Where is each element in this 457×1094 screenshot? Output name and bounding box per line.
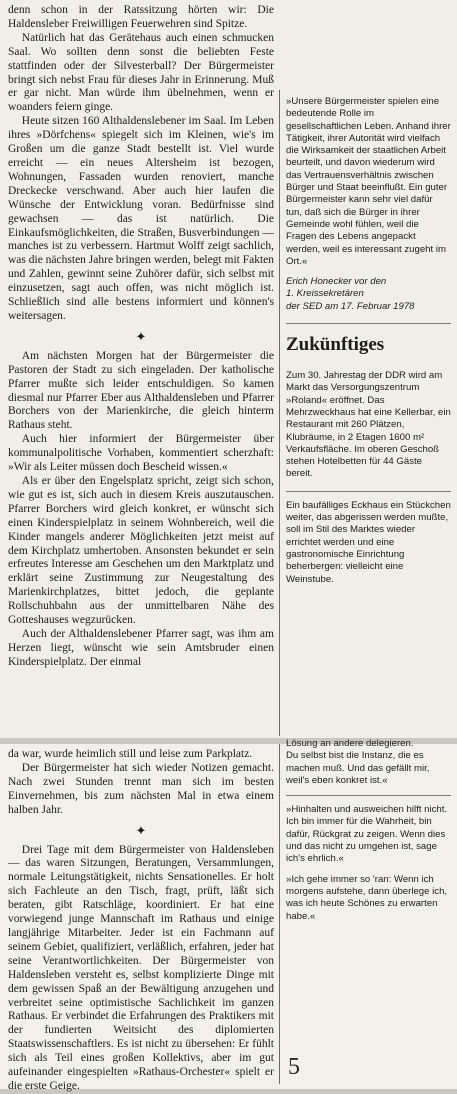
top-right-column [286,96,451,596]
honecker-quote [286,96,451,268]
paragraph: Auch der Althaldenslebener Pfarrer sagt, was ihm am Herzen liegt, wünscht wie sein Amtsbruder einen Kinderspielplatz. Der einmal [8,627,274,668]
quote-text: »Hinhalten und ausweichen hilft nicht. Ich bin immer für die Wahrheit, bin dafür, Rückgrat zu zeigen. Wenn dies und das nicht zu umgehen ist, sage ich's ehrlich.« [286,804,448,865]
page-number: 5 [288,1054,300,1080]
paragraph: Drei Tage mit dem Bürgermeister von Haldensleben — das waren Sitzungen, Beratungen, Versammlungen, normale Leitungstätigkeit, nichts Sensationelles. Er holt sich Fachleute an den Tisch, fragt, prüft, läßt sich beraten, gibt Ratschläge, koordiniert. Er hat eine vorwiegend junge Mannschaft im Rathaus und einige langjährige Mitarbeiter. Jeder ist ein Fachmann auf seinem Gebiet, qualifiziert, verläßlich, erfahren, jeder hat seine Verantwortlichkeiten. Der Bürgermeister von Haldensleben versteht es, selbst komplizierte Dinge mit dem gewissen Spaß an der Bewältigung anzugehen und verbreitet seine optimistische Sachlichkeit im ganzen Rathaus. Er verbindet die Erfahrungen des Praktikers mit der fundierten Weitsicht des diplomierten Staatswissenschaftlers. Es ist nicht zu übersehen: Er fühlt sich als Teil eines großen Kollektivs, aber im gut aufeinander eingespielten »Rathaus-Orchester« spielt er die erste Geige. [8,843,274,1092]
future-paragraph: Ein baufälliges Eckhaus ein Stückchen weiter, das abgerissen werden mußte, soll im Stil des Marktes wieder errichtet werden und eine gastronomische Einrichtung beherbergen: vielleicht eine Weinstube. [286,499,451,585]
quote-text: Du selbst bist die Instanz, die es machen muß. Und das gefällt mir, weil's eben konkret ist.« [286,750,430,786]
quote-group [286,738,451,923]
column-divider [279,744,280,1084]
paragraph: Als er über den Engelsplatz spricht, zeigt sich schon, wie gut es ist, sich auch in diesem Kreis auszutauschen. Pfarrer Borchers wird gleich konkret, er wünscht sich einen Kinderspielplatz in seinem Wohnbereich, weil die Kinder mangels anderer Möglichkeiten jetzt meist auf dem Kirchplatz umhertoben. Ansonsten bekundet er sein erfreutes Interesse am Geschehen um den Marktplatz und erklärt seine Zustimmung zur Neugestaltung des Marienkirchplatzes, bittet jedoch, die geplante Rollschuhbahn aus der unmittelbaren Nähe des Gotteshauses wegzurücken. [8,475,274,627]
divider [286,323,451,324]
attribution-line: 1. Kreissekretären [286,288,364,300]
paragraph: Heute sitzen 160 Althaldenslebener im Saal. Im Leben ihres »Dörfchens« spiegelt sich im Kleinen, wie's im Großen um die ganze Stadt bestellt ist. Viel wurde erreicht — ein neues Altersheim ist bezogen, Wohnungen, Fassaden wurden renoviert, manche Dreckecke verschwand. Aber auch hier laufen die Wünsche der Entwicklung voran. Bedürfnisse sind gewachsen — das ist natürlich. Die Einkaufsmöglichkeiten, die Straßen, Busverbindungen — manches ist zu verbessern. Hartmut Wolff zeigt sachlich, was die nächsten Jahre bringen werden, belegt mit Fakten und Zahlen, gewinnt seine Zuhörer dafür, sich selbst mit einzusetzen, sagt auch offen, was nicht möglich ist. Schließlich sind alle bestens informiert und können's weitersagen. [8,115,275,322]
attribution-line: Erich Honecker vor den [286,276,387,288]
bottom-left-column [8,748,274,1094]
section-separator: ✦ [135,822,147,838]
bottom-right-column [286,738,451,931]
paragraph: da war, wurde heimlich still und leise zum Parkplatz. [8,748,253,760]
future-paragraph: Zum 30. Jahrestag der DDR wird am Markt das Versorgungszentrum »Roland« eröffnet. Das Mehrzweckhaus hat eine Kellerbar, ein Restaurant mit 260 Plätzen, Klubräume, in 2 Etagen 1600 m² Verkaufsfläche. Im oberen Geschoß stehen Hotelbetten für 44 Gäste bereit. [286,370,451,480]
paragraph: Der Bürgermeister hat sich wieder Notizen gemacht. Nach zwei Stunden trennt man sich im besten Einvernehmen, bis zum nächsten Mal in etwa einem halben Jahr. [8,761,274,816]
quote-text: »Ich gehe immer so 'ran: Wenn ich morgens aufstehe, dann überlege ich, was ich heute Schönes zu erwarten habe.« [286,873,448,922]
top-left-column [8,4,274,670]
attribution-line: der SED am 17. Februar 1978 [286,300,415,312]
paragraph: Natürlich hat das Gerätehaus auch einen schmucken Saal. Wo sollten denn sonst die beliebten Feste stattfinden oder der Silvesterball? Der Bürgermeister bringt sich nebst Frau für dieses Jahr in Erinnerung. Muß er gar nicht. Man würde ihm übelnehmen, wenn er woanders feiern ginge. [8,31,274,114]
column-divider [279,90,280,736]
section-heading: Zukünftiges [286,334,385,356]
divider [286,491,451,492]
quote-text: »Unsere Bürgermeister spielen eine bedeutende Rolle im gesellschaftlichen Leben. Anhand ihrer Tätigkeit, ihrer Autorität wird vielfach die Wirksamkeit der staatlichen Arbeit beurteilt, und davon wiederum wird das Vertrauensverhältnis zwischen Bürger und Staat beeinflußt. Ein guter Bürgermeister kann sehr viel dafür tun, daß sich die Bürger in ihrer Gemeinde wohl fühlen, weil die Fragen des Lebens angepackt werden, weil es interessant zugeht im Ort.« [286,96,451,267]
paragraph: Auch hier informiert der Bürgermeister über kommunalpolitische Vorhaben, kommentiert scherzhaft: »Wir als Leiter müssen doch Bescheid wissen.« [8,433,274,474]
divider [286,795,451,796]
section-separator: ✦ [135,328,147,344]
quote-attribution [286,276,451,313]
paragraph: denn schon in der Ratssitzung hörten wir: Die Haldensleber Freiwilligen Feuerwehren sind Spitze. [8,4,274,30]
bottom-clipping [0,738,457,1092]
cut-text: Lösung an andere delegieren. [286,738,414,749]
paragraph: Am nächsten Morgen hat der Bürgermeister die Pastoren der Stadt zu sich eingeladen. Der katholische Pfarrer mußte sich leider entschuldigen. So kamen diesmal nur Pfarrer Eber aus Althaldensleben und Pfarrer Borchers von der Marienkirche, die gleich hinterm Rathaus steht. [8,349,274,432]
